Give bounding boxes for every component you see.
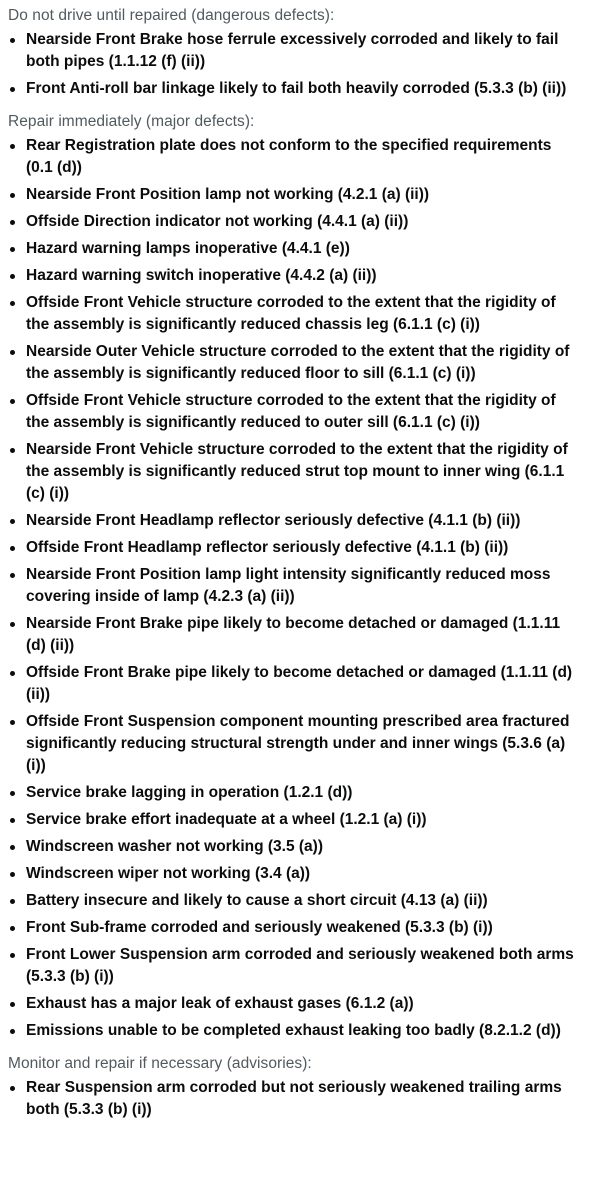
defect-item: Nearside Front Vehicle structure corroded to the extent that the rigidity of the assembly is significantly reduced strut top mount to inner wing (6.1.1 (c) (i)): [8, 439, 580, 505]
dangerous-defects-section: [8, 6, 580, 100]
major-defects-section: [8, 112, 580, 1042]
defect-item: Front Lower Suspension arm corroded and seriously weakened both arms (5.3.3 (b) (i)): [8, 944, 580, 988]
defect-item: Offside Front Suspension component mounting prescribed area fractured significantly reducing structural strength under and inner wings (5.3.6 (a) (i)): [8, 711, 580, 777]
defect-item: Hazard warning switch inoperative (4.4.2 (a) (ii)): [8, 265, 580, 287]
advisories-list: [8, 1077, 580, 1121]
defect-item: Emissions unable to be completed exhaust leaking too badly (8.2.1.2 (d)): [8, 1020, 580, 1042]
defect-item: Offside Front Brake pipe likely to become detached or damaged (1.1.11 (d) (ii)): [8, 662, 580, 706]
defect-item: Nearside Outer Vehicle structure corroded to the extent that the rigidity of the assembly is significantly reduced floor to sill (6.1.1 (c) (i)): [8, 341, 580, 385]
defect-item: Nearside Front Brake pipe likely to become detached or damaged (1.1.11 (d) (ii)): [8, 613, 580, 657]
defect-item: Offside Direction indicator not working (4.4.1 (a) (ii)): [8, 211, 580, 233]
dangerous-defects-heading: Do not drive until repaired (dangerous defects):: [8, 7, 335, 24]
defect-item: Windscreen wiper not working (3.4 (a)): [8, 863, 580, 885]
defect-item: Nearside Front Brake hose ferrule excessively corroded and likely to fail both pipes (1.1.12 (f) (ii)): [8, 29, 580, 73]
defect-item: Rear Registration plate does not conform to the specified requirements (0.1 (d)): [8, 135, 580, 179]
advisories-heading: Monitor and repair if necessary (advisories):: [8, 1055, 312, 1072]
advisories-section: [8, 1054, 580, 1121]
defect-item: Front Anti-roll bar linkage likely to fail both heavily corroded (5.3.3 (b) (ii)): [8, 78, 580, 100]
major-defects-list: [8, 135, 580, 1042]
defect-item: Offside Front Headlamp reflector seriously defective (4.1.1 (b) (ii)): [8, 537, 580, 559]
major-defects-heading: Repair immediately (major defects):: [8, 113, 255, 130]
defect-item: Service brake effort inadequate at a wheel (1.2.1 (a) (i)): [8, 809, 580, 831]
dangerous-defects-list: [8, 29, 580, 100]
defect-item: Front Sub-frame corroded and seriously weakened (5.3.3 (b) (i)): [8, 917, 580, 939]
defect-item: Hazard warning lamps inoperative (4.4.1 (e)): [8, 238, 580, 260]
defect-item: Rear Suspension arm corroded but not seriously weakened trailing arms both (5.3.3 (b) (i)): [8, 1077, 580, 1121]
defect-item: Nearside Front Headlamp reflector seriously defective (4.1.1 (b) (ii)): [8, 510, 580, 532]
defect-item: Battery insecure and likely to cause a short circuit (4.13 (a) (ii)): [8, 890, 580, 912]
defect-item: Offside Front Vehicle structure corroded to the extent that the rigidity of the assembly is significantly reduced chassis leg (6.1.1 (c) (i)): [8, 292, 580, 336]
defect-item: Nearside Front Position lamp light intensity significantly reduced moss covering inside of lamp (4.2.3 (a) (ii)): [8, 564, 580, 608]
defect-item: Offside Front Vehicle structure corroded to the extent that the rigidity of the assembly is significantly reduced to outer sill (6.1.1 (c) (i)): [8, 390, 580, 434]
defect-item: Service brake lagging in operation (1.2.1 (d)): [8, 782, 580, 804]
defect-item: Windscreen washer not working (3.5 (a)): [8, 836, 580, 858]
defect-item: Nearside Front Position lamp not working (4.2.1 (a) (ii)): [8, 184, 580, 206]
defect-item: Exhaust has a major leak of exhaust gases (6.1.2 (a)): [8, 993, 580, 1015]
